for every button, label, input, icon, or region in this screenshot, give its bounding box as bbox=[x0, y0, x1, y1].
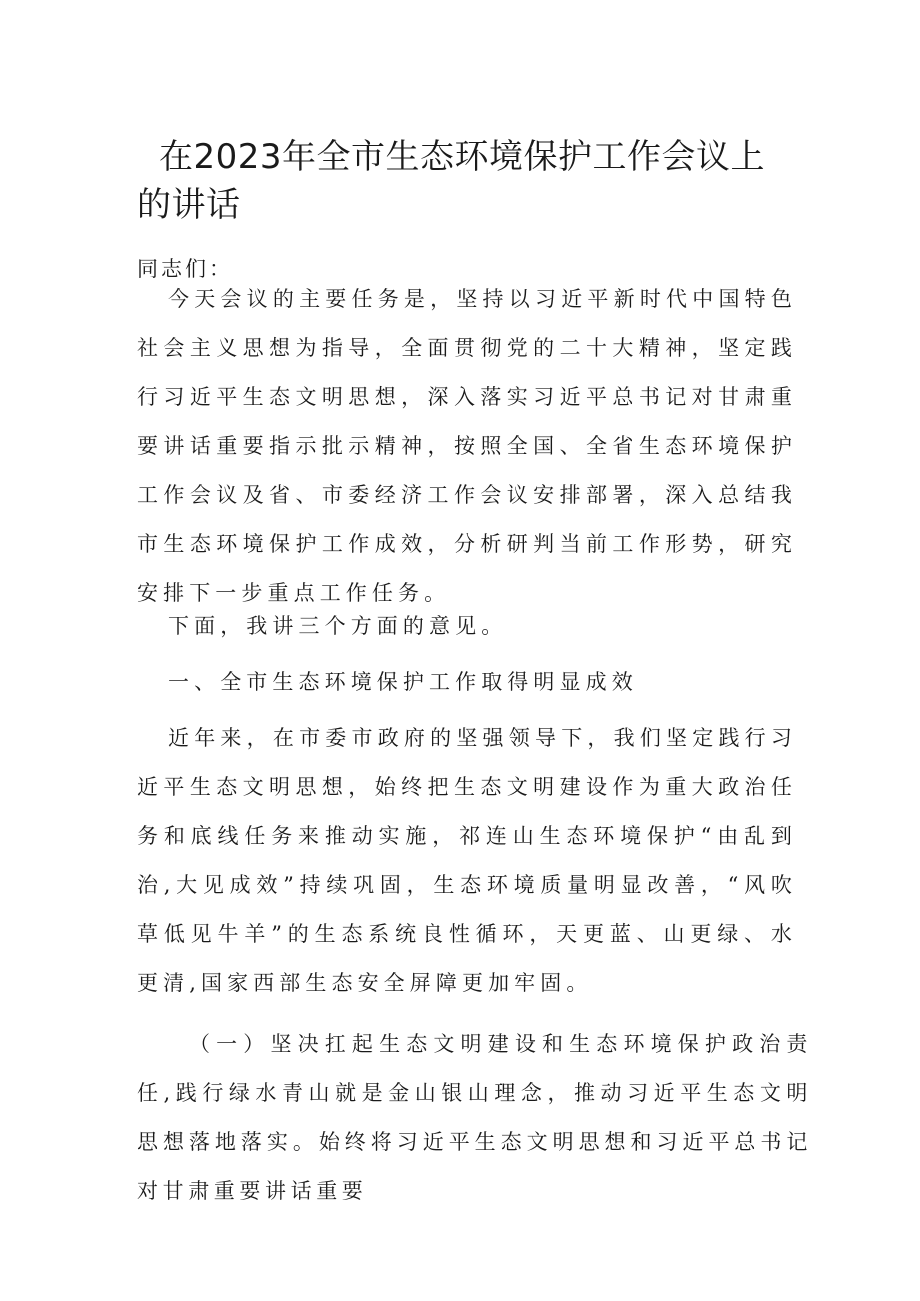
paragraph-achievements: 近年来，在市委市政府的坚强领导下，我们坚定践行习近平生态文明思想，始终把生态文明建设作为重大政治任务和底线任务来推动实施，祁连山生态环境保护“由乱到治,大见成效”持续巩固，生态环境质量明显改善，“风吹草低见牛羊”的生态系统良性循环，天更蓝、山更绿、水更清,国家西部生态安全屏障更加牢固。 bbox=[137, 726, 797, 995]
paragraph-subsection-1: （一）坚决扛起生态文明建设和生态环境保护政治责任,践行绿水青山就是金山银山理念，推动习近平生态文明思想落地落实。始终将习近平生态文明思想和习近平总书记对甘肃重要讲话重要 bbox=[137, 1032, 812, 1203]
paragraph-transition: 下面，我讲三个方面的意见。 bbox=[168, 614, 508, 638]
document-title: 在2023年全市生态环境保护工作会议上的讲话 bbox=[137, 137, 766, 225]
section-heading-1: 一、全市生态环境保护工作取得明显成效 bbox=[168, 670, 638, 694]
paragraph-meeting-tasks: 今天会议的主要任务是，坚持以习近平新时代中国特色社会主义思想为指导，全面贯彻党的二十大精神，坚定践行习近平生态文明思想，深入落实习近平总书记对甘肃重要讲话重要指示批示精神，按照全国、全省生态环境保护工作会议及省、市委经济工作会议安排部署，深入总结我市生态环境保护工作成效，分析研判当前工作形势，研究安排下一步重点工作任务。 bbox=[137, 287, 797, 605]
salutation: 同志们： bbox=[137, 257, 233, 281]
